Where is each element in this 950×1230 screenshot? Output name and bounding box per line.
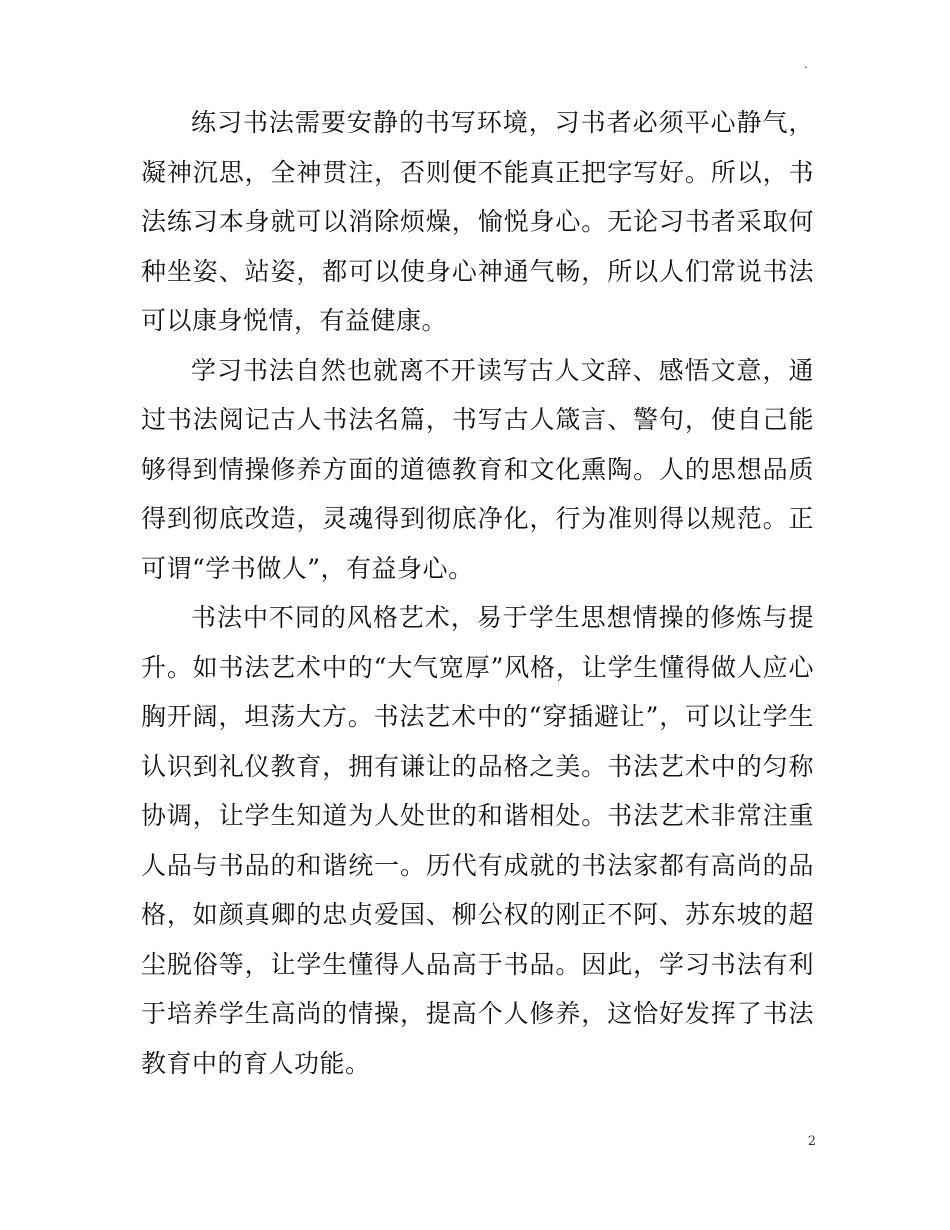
paragraph-1: 练习书法需要安静的书写环境，习书者必须平心静气，凝神沉思，全神贯注，否则便不能真正把字写好。所以，书法练习本身就可以消除烦燥，愉悦身心。无论习书者采取何种坐姿、站姿，都可以使身心神通气畅，所以人们常说书法可以康身悦情，有益健康。 (141, 108, 814, 335)
paragraph-3: 书法中不同的风格艺术，易于学生思想情操的修炼与提升。如书法艺术中的“大气宽厚”风格，让学生懂得做人应心胸开阔，坦荡大方。书法艺术中的“穿插避让”，可以让学生认识到礼仪教育，拥有谦让的品格之美。书法艺术中的匀称协调，让学生知道为人处世的和谐相处。书法艺术非常注重人品与书品的和谐统一。历代有成就的书法家都有高尚的品格，如颜真卿的忠贞爱国、柳公权的刚正不阿、苏东坡的超尘脱俗等，让学生懂得人品高于书品。因此，学习书法有利于培养学生高尚的情操，提高个人修养，这恰好发挥了书法教育中的育人功能。 (141, 603, 814, 1078)
page-number: 2 (807, 1134, 816, 1149)
paragraph-2: 学习书法自然也就离不开读写古人文辞、感悟文意，通过书法阅记古人书法名篇，书写古人箴言、警句，使自己能够得到情操修养方面的道德教育和文化熏陶。人的思想品质得到彻底改造，灵魂得到彻底净化，行为准则得以规范。正可谓“学书做人”，有益身心。 (141, 355, 814, 583)
document-body (141, 98, 814, 1088)
header-mark: . (804, 57, 808, 71)
